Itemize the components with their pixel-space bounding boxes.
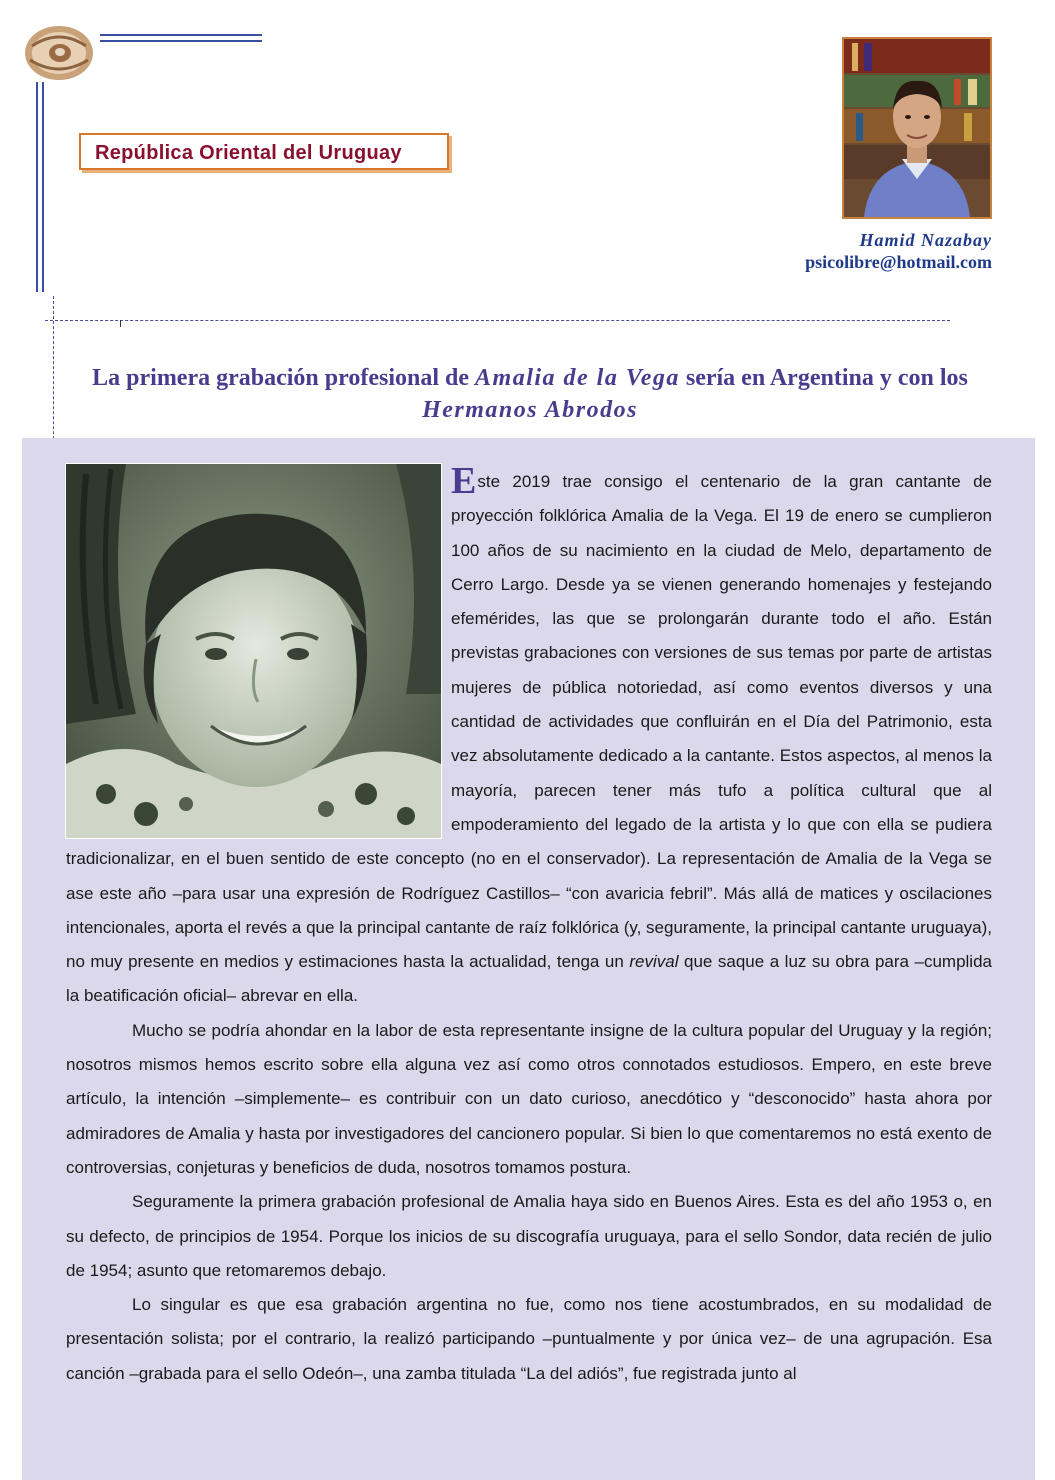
paragraph-emphasis: revival <box>629 952 679 972</box>
author-email[interactable]: psicolibre@hotmail.com <box>805 252 992 272</box>
header-rule <box>100 34 262 36</box>
title-part: sería en Argentina y con los <box>679 365 968 391</box>
paragraph-text: ste 2019 trae consigo el centenario de la gran cantante de proyección folklórica Amalia de la Vega. El 19 de enero se cumplieron 100 años de su nacimiento en la ciudad de Melo, departamento de Cerro Largo. Desde ya se vienen generando homenajes y festejando efemérides, las que se prolongarán durante todo el año. Están previstas grabaciones con versiones de sus temas por parte de artistas mujeres de pública notoriedad, así como eventos diversos y una cantidad de actividades que confluirán en el Día del Patrimonio, esta vez absolutamente dedicado a la cantante. Estos aspectos, al menos la mayoría, parecen tener más tufo a política cultural que al empoderamiento del legado de la artista y lo que con ella se pudiera tradicionalizar, en el buen sentido de este concepto (no en el conservador). La representación de Amalia de la Vega se ase este año –para usar una expresión de Rodríguez Castillos– “con avaricia febril”. Más allá de matices y oscilaciones intencionales, aporta el revés a que la principal cantante de raíz folklórica (y, seguramente, la principal cantante uruguaya), no muy presente en medios y estimaciones hasta la actualidad, tenga un <box>66 472 992 972</box>
country-box <box>79 133 449 170</box>
country-label: República Oriental del Uruguay <box>95 142 402 164</box>
side-rule <box>42 82 44 292</box>
article-paragraph: Lo singular es que esa grabación argentina no fue, como nos tiene acostumbrados, en su modalidad de presentación solista; por el contrario, la realizó participando –puntualmente y por única vez– de una agrupación. Esa canción –grabada para el sello Odeón–, una zamba titulada “La del adiós”, fue registrada junto al <box>66 1295 992 1383</box>
article-paragraph: Seguramente la primera grabación profesional de Amalia haya sido en Buenos Aires. Esta es del año 1953 o, en su defecto, de principios de 1954. Porque los inicios de su discografía uruguaya, para el sello Sondor, data recién de julio de 1954; asunto que retomaremos debajo. <box>66 1192 992 1280</box>
title-part: La primera grabación profesional de <box>92 365 476 391</box>
header-rule <box>100 40 262 42</box>
dropcap: E <box>451 460 477 502</box>
author-name: Hamid Nazabay <box>859 230 992 250</box>
paragraph-text: que saque a luz su obra para –cumplida la beatificación oficial– abrevar en ella. <box>66 952 992 1006</box>
divider-tick <box>120 320 121 327</box>
article-body <box>66 460 992 1391</box>
author-photo <box>842 37 992 219</box>
side-rule <box>36 82 38 292</box>
title-name: Amalia de la Vega <box>475 365 680 391</box>
shell-logo-icon <box>22 22 96 82</box>
dashed-divider <box>45 320 950 321</box>
article-paragraph: Mucho se podría ahondar en la labor de esta representante insigne de la cultura popular del Uruguay y la región; nosotros mismos hemos escrito sobre ella alguna vez así como otros connotados estudiosos. Empero, en este breve artículo, la intención –simplemente– es contribuir con un dato curioso, anecdótico y “desconocido” hasta ahora por admiradores de Amalia y hasta por investigadores del cancionero popular. Si bien lo que comentaremos no está exento de controversias, conjeturas y beneficios de duda, nosotros tomamos postura. <box>66 1020 992 1177</box>
article-title <box>40 362 1020 426</box>
photo-spacer <box>66 465 451 840</box>
title-name: Hermanos Abrodos <box>422 397 638 423</box>
